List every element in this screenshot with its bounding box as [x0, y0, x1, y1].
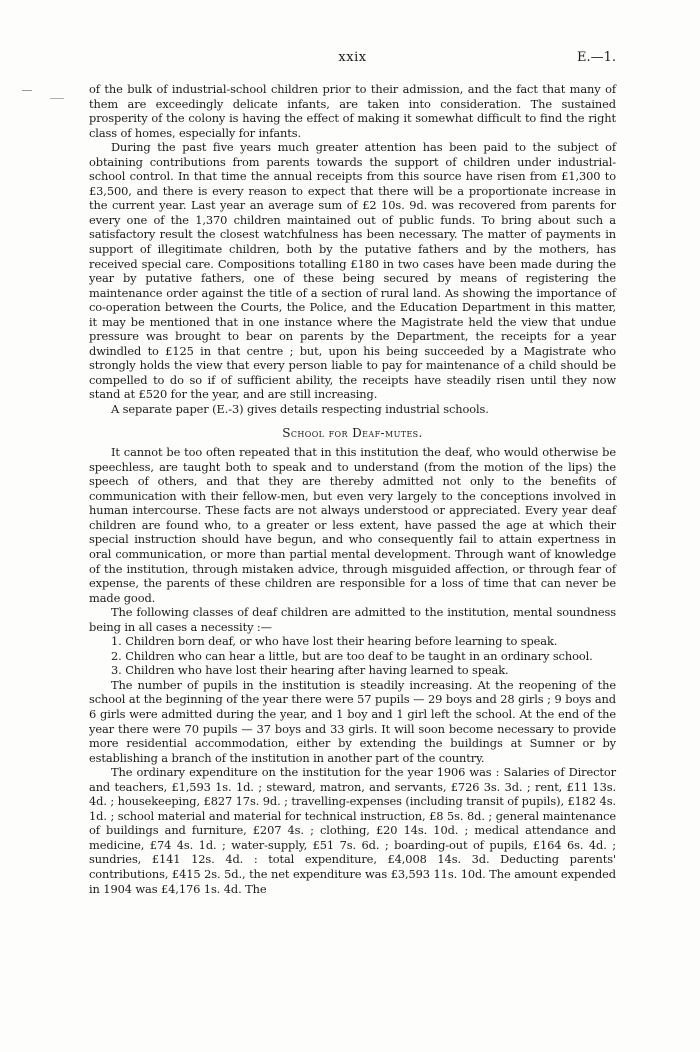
page-number: xxix — [338, 50, 367, 65]
paragraph: It cannot be too often repeated that in this institution the deaf, who would otherwise be speechless, are taught both to speak and to understand (from the motion of the lips) the speech of others, and that they are thereby admitted not only to the benefits of communication with their fellow-men, but even very largely to the conceptions involved in human intercourse. These facts are not always understood or appreciated. Every year deaf children are found who, to a greater or less extent, have passed the age at which their special instruction should have begun, and who consequently fail to attain expertness in oral communication, or more than partial mental development. Through want of knowledge of the institution, through mistaken advice, through misguided affection, or through fear of expense, the parents of these children are responsible for a loss of time that can never be made good. — [89, 445, 616, 605]
margin-mark — [22, 90, 32, 91]
paragraph: During the past five years much greater attention has been paid to the subject of obtaining contributions from parents towards the support of children under industrial-school control. In that time the annual receipts from this source have risen from £1,300 to £3,500, and there is every reason to expect that there will be a proportionate increase in the current year. Last year an average sum of £2 10s. 9d. was recovered from parents for every one of the 1,370 children maintained out of public funds. To bring about such a satisfactory result the closest watchfulness has been necessary. The matter of payments in support of illegitimate children, both by the putative fathers and by the mothers, has received special care. Compositions totalling £180 in two cases have been made during the year by putative fathers, one of these being secured by means of registering the maintenance order against the title of a section of rural land. As showing the importance of co-operation between the Courts, the Police, and the Education Department in this matter, it may be mentioned that in one instance where the Magistrate held the view that undue pressure was brought to bear on parents by the Department, the receipts for a year dwindled to £125 in that centre ; but, upon his being succeeded by a Magistrate who strongly holds the view that every person liable to pay for maintenance of a child should be compelled to do so if of sufficient ability, the receipts have steadily risen until they now stand at £520 for the year, and are still increasing. — [89, 140, 616, 402]
section-heading: School for Deaf-mutes. — [282, 425, 423, 440]
paragraph: A separate paper (E.-3) gives details respecting industrial schools. — [111, 402, 489, 417]
paragraph: The following classes of deaf children are admitted to the institution, mental soundness being in all cases a necessity :— — [89, 605, 616, 634]
margin-mark — [50, 98, 64, 99]
paragraph: The number of pupils in the institution is steadily increasing. At the reopening of the school at the beginning of the year there were 57 pupils — 29 boys and 28 girls ; 9 boys and 6 girls were admitted during the year, and 1 boy and 1 girl left the school. At the end of the year there were 70 pupils — 37 boys and 33 girls. It will soon become necessary to provide more residential accommodation, either by extending the buildings at Sumner or by establishing a branch of the institution in another part of the country. — [89, 677, 616, 765]
document-reference: E.—1. — [576, 50, 616, 65]
paragraph: of the bulk of industrial-school children prior to their admission, and the fact that many of them are exceedingly delicate infants, are taken into consideration. The sustained prosperity of the colony is having the effect of making it somewhat difficult to find the right class of homes, especially for infants. — [89, 82, 616, 140]
list-item: 2. Children who can hear a little, but are too deaf to be taught in an ordinary school. — [111, 648, 593, 663]
list-item: 3. Children who have lost their hearing after having learned to speak. — [111, 663, 509, 678]
paragraph: The ordinary expenditure on the institution for the year 1906 was : Salaries of Director and teachers, £1,593 1s. 1d. ; steward, matron, and servants, £726 3s. 3d. ; rent, £11 13s. 4d. ; housekeeping, £827 17s. 9d. ; travelling-expenses (including transit of pupils), £182 4s. 1d. ; school material and material for technical instruction, £8 5s. 8d. ; general maintenance of buildings and furniture, £207 4s. ; clothing, £20 14s. 10d. ; medical attendance and medicine, £74 4s. 1d. ; water-supply, £51 7s. 6d. ; boarding-out of pupils, £164 6s. 4d. ; sundries, £141 12s. 4d. : total expenditure, £4,008 14s. 3d. Deducting parents' contributions, £415 2s. 5d., the net expenditure was £3,593 11s. 10d. The amount expended in 1904 was £4,176 1s. 4d. The — [89, 765, 617, 896]
list-item: 1. Children born deaf, or who have lost their hearing before learning to speak. — [111, 634, 558, 649]
running-head — [89, 50, 616, 68]
body-text — [89, 82, 616, 896]
